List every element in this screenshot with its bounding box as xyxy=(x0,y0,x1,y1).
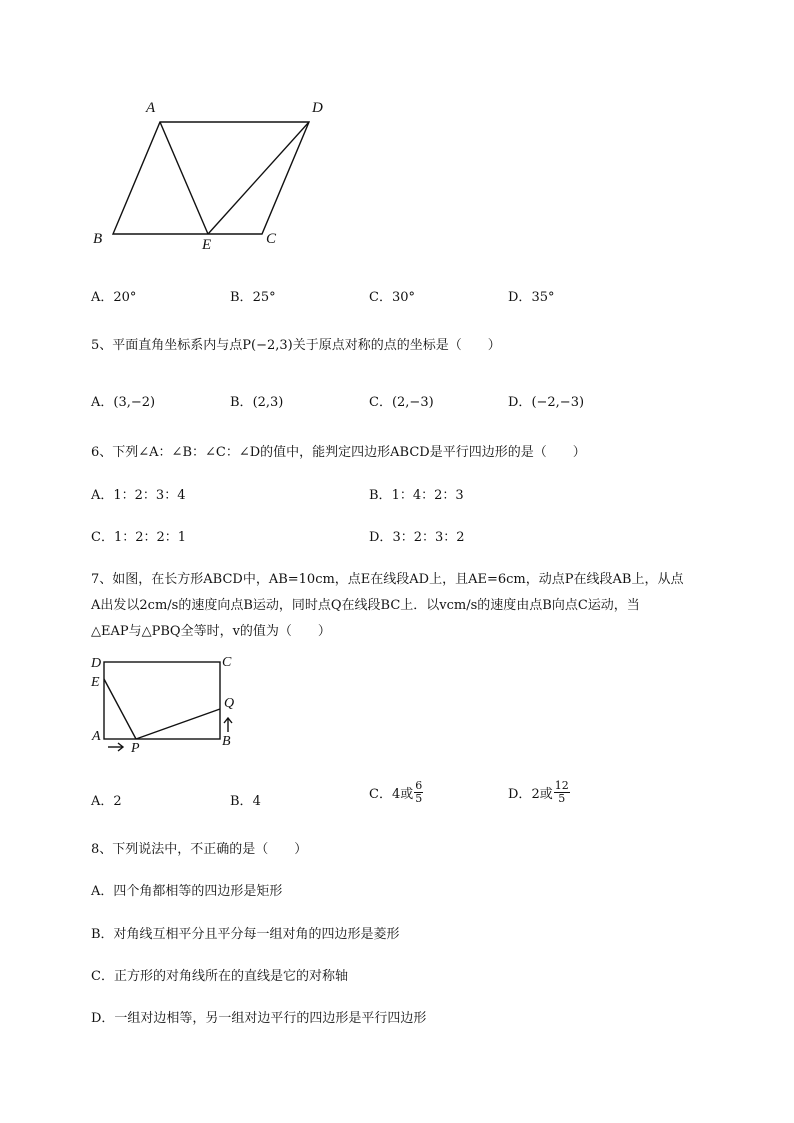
question-7-line-2: A出发以2cm/s的速度向点B运动，同时点Q在线段BC上．以vcm/s的速度由点B向点C运动，当 xyxy=(91,598,640,613)
label-a: A xyxy=(146,100,156,116)
q8-option-b: B．对角线互相平分且平分每一组对角的四边形是菱形 xyxy=(91,927,400,942)
q4-option-a: A．20° xyxy=(91,290,137,305)
q6-option-a: A．1：2：3：4 xyxy=(91,488,186,503)
q8-option-c: C．正方形的对角线所在的直线是它的对称轴 xyxy=(91,969,348,984)
rect-label-c: C xyxy=(222,655,232,670)
fraction-12-5: $\frac{12}{5}$ xyxy=(554,779,569,805)
q5-option-a: A．(3,−2) xyxy=(91,395,156,410)
label-d: D xyxy=(312,100,323,116)
q7-option-a: A．2 xyxy=(91,794,122,809)
q4-option-d: D．35° xyxy=(508,290,555,305)
fraction-6-5: $\frac{6}{5}$ xyxy=(415,779,423,805)
q5-option-b: B．(2,3) xyxy=(230,395,284,410)
segment-pq xyxy=(136,709,220,739)
q7-option-d: D．2或 $\frac{12}{5}$ xyxy=(508,779,569,805)
q6-option-b: B．1：4：2：3 xyxy=(369,488,464,503)
question-7-line-1: 7、如图，在长方形ABCD中，AB=10cm，点E在线段AD上，且AE=6cm，动点P在线段AB上，从点 xyxy=(91,572,684,587)
rect-label-e: E xyxy=(91,675,100,690)
label-c: C xyxy=(266,231,277,247)
q8-option-d: D．一组对边相等，另一组对边平行的四边形是平行四边形 xyxy=(91,1011,427,1026)
q6-option-c: C．1：2：2：1 xyxy=(91,530,187,545)
q5-option-d: D．(−2,−3) xyxy=(508,395,585,410)
rectangle-figure xyxy=(0,640,794,760)
q8-option-a: A．四个角都相等的四边形是矩形 xyxy=(91,884,283,899)
rect-label-b: B xyxy=(222,734,231,749)
question-6-stem: 6、下列∠A：∠B：∠C：∠D的值中，能判定四边形ABCD是平行四边形的是（ ） xyxy=(91,445,586,460)
rect-label-d: D xyxy=(91,656,102,671)
q4-option-c: C．30° xyxy=(369,290,415,305)
q4-option-b: B．25° xyxy=(230,290,276,305)
question-7-line-3: △EAP与△PBQ全等时，v的值为（ ） xyxy=(91,624,331,639)
rectangle-abcd xyxy=(104,662,220,739)
q7-option-c: C．4或 $\frac{6}{5}$ xyxy=(369,779,423,805)
rect-label-p: P xyxy=(131,741,140,756)
segment-de xyxy=(208,122,309,234)
rect-label-q: Q xyxy=(224,696,235,711)
rect-label-a: A xyxy=(92,729,101,744)
segment-ae xyxy=(160,122,208,234)
parallelogram-figure xyxy=(0,0,794,270)
label-b: B xyxy=(93,231,103,247)
label-e: E xyxy=(202,237,212,253)
q5-option-c: C．(2,−3) xyxy=(369,395,434,410)
question-5-stem: 5、平面直角坐标系内与点P(−2,3)关于原点对称的点的坐标是（ ） xyxy=(91,338,501,353)
q7-option-b: B．4 xyxy=(230,794,261,809)
parallelogram-abcd xyxy=(113,122,309,234)
segment-ep xyxy=(104,679,136,739)
q6-option-d: D．3：2：3：2 xyxy=(369,530,465,545)
question-8-stem: 8、下列说法中，不正确的是（ ） xyxy=(91,842,308,857)
